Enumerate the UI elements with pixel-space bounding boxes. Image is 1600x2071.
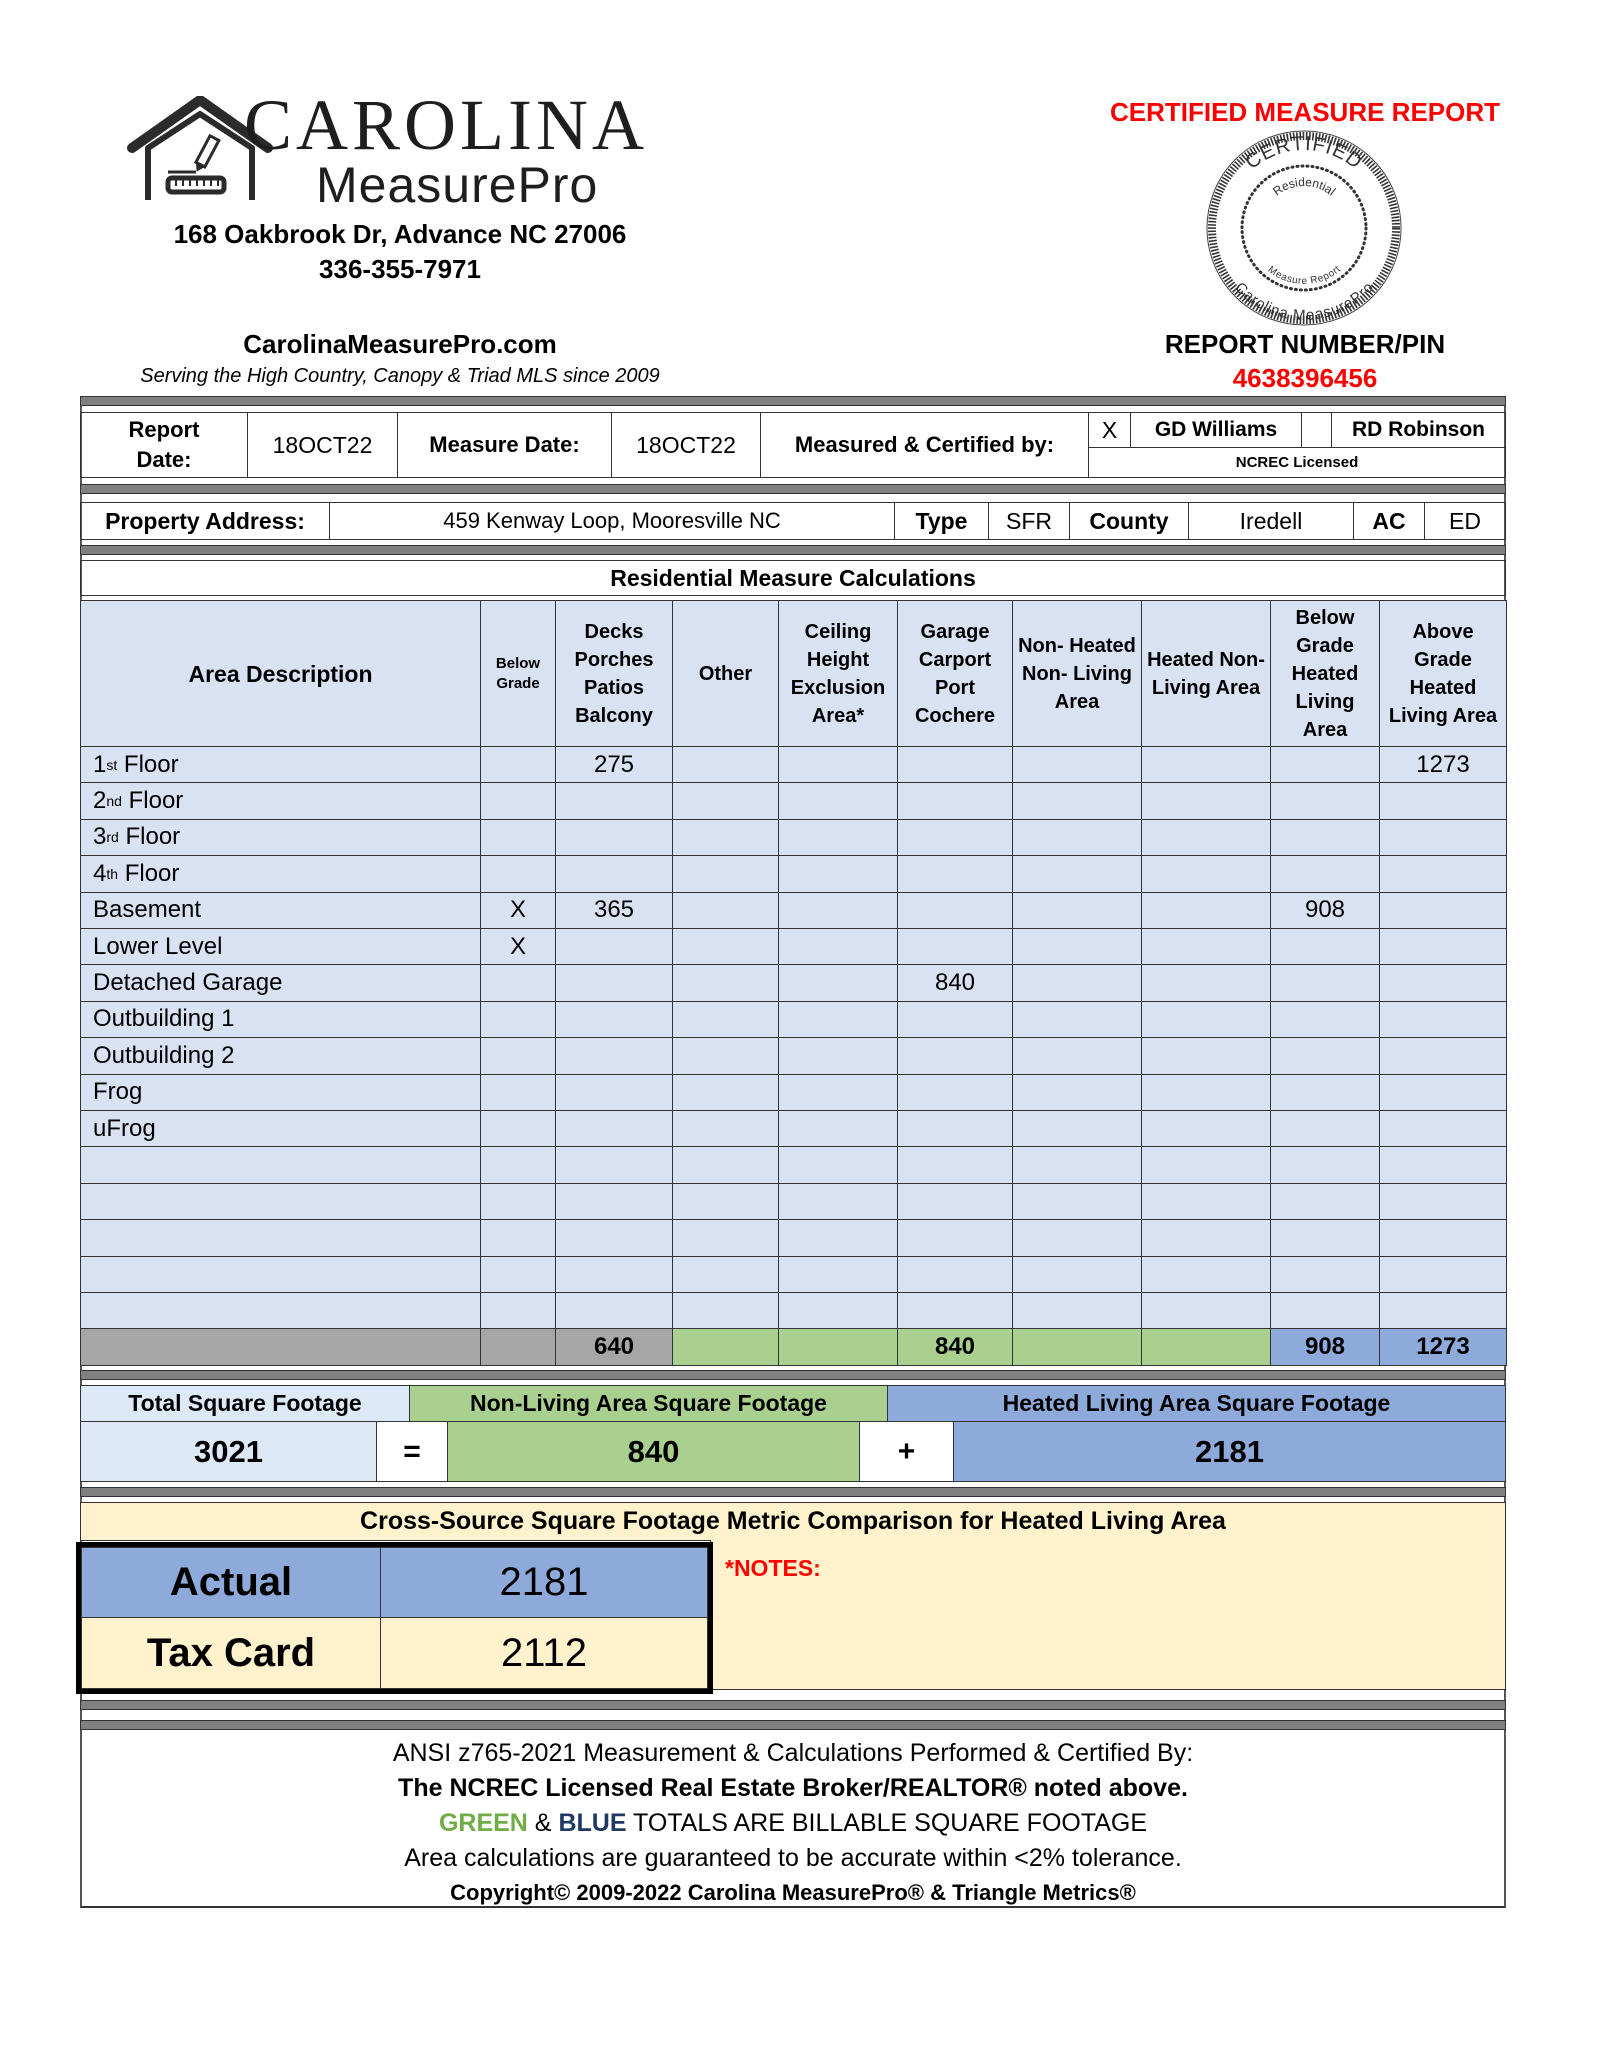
footer-amp: & <box>527 1809 559 1837</box>
total-sqft-label: Total Square Footage <box>80 1385 410 1422</box>
table-cell-heated-nonliving <box>1141 928 1271 965</box>
row-label-suffix: Floor <box>118 823 181 851</box>
taxcard-label: Tax Card <box>81 1617 381 1689</box>
measure-date-value: 18OCT22 <box>611 412 761 478</box>
table-cell-below-grade-heated <box>1270 1292 1380 1329</box>
table-cell-other <box>672 1001 779 1038</box>
table-cell-decks-porches: 275 <box>555 746 673 783</box>
table-row-label: 4 th Floor <box>80 855 481 892</box>
table-cell-other <box>672 855 779 892</box>
table-cell-nonheated-nonliving <box>1012 1292 1142 1329</box>
table-cell-nonheated-nonliving <box>1012 1110 1142 1147</box>
table-cell-nonheated-nonliving <box>1012 746 1142 783</box>
table-cell-decks-porches <box>555 819 673 856</box>
table-cell-above-grade-heated <box>1379 1256 1507 1293</box>
property-ac-value: ED <box>1424 502 1506 540</box>
table-cell-below-grade-heated <box>1270 1256 1380 1293</box>
table-cell-above-grade-heated: 1273 <box>1379 746 1507 783</box>
table-cell-below-grade-heated: 908 <box>1270 892 1380 929</box>
row-label-suffix: Floor <box>121 787 184 815</box>
table-cell-heated-nonliving <box>1141 1074 1271 1111</box>
table-cell-below-grade-heated <box>1270 1183 1380 1220</box>
row-label-text: Basement <box>93 896 202 924</box>
equals-sign: = <box>376 1421 448 1482</box>
table-cell-decks-porches <box>555 1292 673 1329</box>
row-label-text: Lower Level <box>93 932 223 960</box>
table-cell-garage-carport <box>897 782 1013 819</box>
table-cell-garage-carport <box>897 746 1013 783</box>
table-row-label <box>80 1219 481 1256</box>
table-cell-garage-carport <box>897 1256 1013 1293</box>
table-cell-decks-porches <box>555 1146 673 1183</box>
table-cell-nonheated-nonliving <box>1012 1219 1142 1256</box>
footer-billable-line <box>80 1806 1506 1840</box>
table-cell-other <box>672 819 779 856</box>
row-label-text: 2 <box>93 787 107 815</box>
table-cell-garage-carport: 840 <box>897 964 1013 1001</box>
table-cell-heated-nonliving <box>1141 1146 1271 1183</box>
total-cell-heated-nonliving <box>1141 1328 1271 1365</box>
table-cell-garage-carport <box>897 1037 1013 1074</box>
table-cell-ceiling-exclusion <box>778 746 898 783</box>
table-cell-below-grade-heated <box>1270 964 1380 1001</box>
table-row-label <box>80 1183 481 1220</box>
table-cell-decks-porches <box>555 782 673 819</box>
table-row-label <box>80 1001 481 1038</box>
table-cell-nonheated-nonliving <box>1012 1183 1142 1220</box>
actual-value: 2181 <box>380 1547 708 1618</box>
total-sqft-value: 3021 <box>80 1421 377 1482</box>
column-header-above-grade-heated: Above Grade Heated Living Area <box>1379 600 1507 747</box>
footer-broker-line: The NCREC Licensed Real Estate Broker/REALTOR® noted above. <box>398 1774 1188 1802</box>
row-label-text: Frog <box>93 1078 143 1106</box>
report-date-value: 18OCT22 <box>247 412 398 478</box>
table-cell-heated-nonliving <box>1141 819 1271 856</box>
table-row-label <box>80 1074 481 1111</box>
table-cell-ceiling-exclusion <box>778 1037 898 1074</box>
property-address-label: Property Address: <box>80 502 330 540</box>
table-cell-below-grade <box>480 782 556 819</box>
seal-text-residential: Residential <box>1270 174 1339 199</box>
table-cell-heated-nonliving <box>1141 1183 1271 1220</box>
table-cell-nonheated-nonliving <box>1012 964 1142 1001</box>
table-cell-heated-nonliving <box>1141 964 1271 1001</box>
table-cell-above-grade-heated <box>1379 928 1507 965</box>
column-header-decks-porches: Decks Porches Patios Balcony <box>555 600 673 747</box>
table-cell-below-grade-heated <box>1270 1001 1380 1038</box>
table-cell-ceiling-exclusion <box>778 1256 898 1293</box>
table-cell-below-grade-heated <box>1270 1146 1380 1183</box>
table-cell-below-grade <box>480 964 556 1001</box>
certifier-1-name: GD Williams <box>1130 412 1302 448</box>
table-cell-other <box>672 1110 779 1147</box>
table-cell-below-grade <box>480 1037 556 1074</box>
row-label-text: 4 <box>93 859 107 887</box>
table-cell-decks-porches: 365 <box>555 892 673 929</box>
certifier-1-checkbox[interactable]: X <box>1088 412 1131 448</box>
seal-text-company: Carolina MeasurePro <box>1231 279 1378 325</box>
table-cell-decks-porches <box>555 1256 673 1293</box>
table-cell-decks-porches <box>555 1037 673 1074</box>
table-cell-ceiling-exclusion <box>778 1292 898 1329</box>
table-cell-ceiling-exclusion <box>778 892 898 929</box>
footer-copyright: Copyright© 2009-2022 Carolina MeasurePro® & Triangle Metrics® <box>450 1880 1136 1905</box>
table-cell-decks-porches <box>555 1110 673 1147</box>
table-cell-heated-nonliving <box>1141 782 1271 819</box>
table-cell-above-grade-heated <box>1379 782 1507 819</box>
table-cell-nonheated-nonliving <box>1012 819 1142 856</box>
table-cell-ceiling-exclusion <box>778 964 898 1001</box>
table-cell-nonheated-nonliving <box>1012 1256 1142 1293</box>
svg-text:CERTIFIED <box>1241 133 1366 174</box>
table-cell-garage-carport <box>897 1219 1013 1256</box>
calc-table-title: Residential Measure Calculations <box>80 560 1506 596</box>
table-cell-below-grade-heated <box>1270 928 1380 965</box>
column-header-area-description: Area Description <box>80 600 481 747</box>
table-row-label <box>80 1037 481 1074</box>
table-cell-decks-porches <box>555 1074 673 1111</box>
table-cell-ceiling-exclusion <box>778 1110 898 1147</box>
table-cell-nonheated-nonliving <box>1012 928 1142 965</box>
total-cell-below-grade-heated: 908 <box>1270 1328 1380 1365</box>
footer-tolerance-line: Area calculations are guaranteed to be accurate within <2% tolerance. <box>404 1844 1182 1872</box>
heated-sqft-label: Heated Living Area Square Footage <box>887 1385 1506 1422</box>
table-row-label <box>80 892 481 929</box>
table-row-label: 2 nd Floor <box>80 782 481 819</box>
table-cell-other <box>672 782 779 819</box>
table-cell-decks-porches <box>555 1183 673 1220</box>
table-cell-below-grade-heated <box>1270 1037 1380 1074</box>
total-cell-nonheated-nonliving <box>1012 1328 1142 1365</box>
table-cell-garage-carport <box>897 1074 1013 1111</box>
report-number-label: REPORT NUMBER/PIN <box>1164 329 1446 359</box>
table-row-label: 1 st Floor <box>80 746 481 783</box>
table-cell-decks-porches <box>555 928 673 965</box>
property-type-label: Type <box>894 502 989 540</box>
table-cell-other <box>672 746 779 783</box>
table-cell-below-grade-heated <box>1270 819 1380 856</box>
table-cell-other <box>672 928 779 965</box>
table-cell-garage-carport <box>897 1183 1013 1220</box>
property-address-value: 459 Kenway Loop, Mooresville NC <box>329 502 895 540</box>
footer-blue-word: BLUE <box>558 1809 627 1837</box>
table-cell-nonheated-nonliving <box>1012 782 1142 819</box>
report-number: 4638396456 <box>1232 363 1378 393</box>
certifier-2-checkbox[interactable] <box>1301 412 1332 448</box>
table-cell-above-grade-heated <box>1379 1219 1507 1256</box>
table-row-label <box>80 1146 481 1183</box>
table-cell-heated-nonliving <box>1141 1037 1271 1074</box>
table-cell-other <box>672 1292 779 1329</box>
total-cell-other <box>672 1328 779 1365</box>
table-cell-ceiling-exclusion <box>778 819 898 856</box>
table-cell-nonheated-nonliving <box>1012 1001 1142 1038</box>
row-label-text: uFrog <box>93 1114 156 1142</box>
certified-seal-icon <box>1196 130 1412 326</box>
row-label-text: 1 <box>93 750 107 778</box>
table-cell-below-grade <box>480 819 556 856</box>
table-cell-below-grade <box>480 1146 556 1183</box>
table-cell-ceiling-exclusion <box>778 782 898 819</box>
property-type-value: SFR <box>988 502 1070 540</box>
certified-by-label: Measured & Certified by: <box>760 412 1089 478</box>
table-cell-ceiling-exclusion <box>778 1001 898 1038</box>
table-cell-below-grade-heated <box>1270 1074 1380 1111</box>
column-header-below-grade-heated: Below Grade Heated Living Area <box>1270 600 1380 747</box>
heated-sqft-value: 2181 <box>953 1421 1506 1482</box>
property-ac-label: AC <box>1353 502 1425 540</box>
table-cell-other <box>672 892 779 929</box>
footer-green-word: GREEN <box>438 1809 528 1837</box>
table-cell-decks-porches <box>555 855 673 892</box>
table-row-label <box>80 1292 481 1329</box>
table-cell-below-grade <box>480 1001 556 1038</box>
table-cell-below-grade-heated <box>1270 1219 1380 1256</box>
table-cell-above-grade-heated <box>1379 1110 1507 1147</box>
comparison-box <box>76 1542 713 1694</box>
table-cell-above-grade-heated <box>1379 1146 1507 1183</box>
table-cell-garage-carport <box>897 892 1013 929</box>
notes-area[interactable] <box>710 1540 1506 1690</box>
table-cell-above-grade-heated <box>1379 892 1507 929</box>
table-cell-nonheated-nonliving <box>1012 892 1142 929</box>
comparison-title: Cross-Source Square Footage Metric Comparison for Heated Living Area <box>80 1502 1506 1541</box>
table-cell-nonheated-nonliving <box>1012 855 1142 892</box>
row-label-text: Detached Garage <box>93 969 283 997</box>
row-label-suffix: Floor <box>118 859 180 887</box>
footer-billable-text: TOTALS ARE BILLABLE SQUARE FOOTAGE <box>626 1809 1148 1837</box>
table-cell-heated-nonliving <box>1141 1001 1271 1038</box>
table-cell-other <box>672 1074 779 1111</box>
table-cell-other <box>672 1037 779 1074</box>
company-tagline: Serving the High Country, Canopy & Triad MLS since 2009 <box>140 365 660 387</box>
table-cell-below-grade: X <box>480 892 556 929</box>
total-cell-decks-porches: 640 <box>555 1328 673 1365</box>
table-cell-garage-carport <box>897 1001 1013 1038</box>
table-row-label <box>80 1110 481 1147</box>
report-date-label <box>80 412 248 478</box>
column-header-ceiling-exclusion: Ceiling Height Exclusion Area* <box>778 600 898 747</box>
table-row-label <box>80 964 481 1001</box>
divider-bar <box>80 1487 1506 1497</box>
table-cell-below-grade <box>480 1110 556 1147</box>
column-header-nonheated-nonliving: Non- Heated Non- Living Area <box>1012 600 1142 747</box>
actual-label: Actual <box>81 1547 381 1618</box>
property-county-label: County <box>1069 502 1189 540</box>
total-cell-area-description <box>80 1328 481 1365</box>
report-date-label-2: Date: <box>136 447 192 472</box>
property-county-value: Iredell <box>1188 502 1354 540</box>
table-cell-nonheated-nonliving <box>1012 1146 1142 1183</box>
row-label-text: 3 <box>93 823 107 851</box>
table-cell-ceiling-exclusion <box>778 1183 898 1220</box>
column-header-other: Other <box>672 600 779 747</box>
company-website: CarolinaMeasurePro.com <box>243 329 557 359</box>
measure-date-label: Measure Date: <box>397 412 612 478</box>
table-cell-below-grade <box>480 746 556 783</box>
table-cell-heated-nonliving <box>1141 1256 1271 1293</box>
company-logo <box>126 85 666 213</box>
table-cell-garage-carport <box>897 1146 1013 1183</box>
total-cell-above-grade-heated: 1273 <box>1379 1328 1507 1365</box>
table-cell-above-grade-heated <box>1379 855 1507 892</box>
total-cell-ceiling-exclusion <box>778 1328 898 1365</box>
table-cell-other <box>672 1146 779 1183</box>
table-row-label: 3 rd Floor <box>80 819 481 856</box>
svg-text:Residential <box>1270 175 1338 199</box>
table-cell-other <box>672 964 779 1001</box>
table-cell-above-grade-heated <box>1379 819 1507 856</box>
total-cell-below-grade <box>480 1328 556 1365</box>
table-cell-nonheated-nonliving <box>1012 1037 1142 1074</box>
footer-ansi-line: ANSI z765-2021 Measurement & Calculations Performed & Certified By: <box>392 1739 1194 1767</box>
notes-label: *NOTES: <box>725 1555 821 1581</box>
table-cell-above-grade-heated <box>1379 1037 1507 1074</box>
divider-bar <box>80 1370 1506 1380</box>
divider-bar <box>80 545 1506 555</box>
table-cell-heated-nonliving <box>1141 855 1271 892</box>
table-cell-above-grade-heated <box>1379 1183 1507 1220</box>
table-cell-other <box>672 1219 779 1256</box>
column-header-garage-carport: Garage Carport Port Cochere <box>897 600 1013 747</box>
table-cell-ceiling-exclusion <box>778 1074 898 1111</box>
row-label-text: Outbuilding 1 <box>93 1005 235 1033</box>
seal-text-measure-report: Measure Report <box>1265 264 1343 288</box>
table-cell-other <box>672 1183 779 1220</box>
table-cell-garage-carport <box>897 819 1013 856</box>
table-cell-heated-nonliving <box>1141 1219 1271 1256</box>
plus-sign: + <box>859 1421 954 1482</box>
total-cell-garage-carport: 840 <box>897 1328 1013 1365</box>
table-cell-decks-porches <box>555 964 673 1001</box>
report-title: CERTIFIED MEASURE REPORT <box>1109 97 1501 127</box>
table-cell-below-grade-heated <box>1270 746 1380 783</box>
table-cell-below-grade <box>480 1292 556 1329</box>
table-cell-garage-carport <box>897 928 1013 965</box>
row-label-suffix: Floor <box>117 750 179 778</box>
row-label-text: Outbuilding 2 <box>93 1041 235 1069</box>
table-cell-below-grade <box>480 855 556 892</box>
table-cell-ceiling-exclusion <box>778 1219 898 1256</box>
table-cell-below-grade-heated <box>1270 1110 1380 1147</box>
table-row-label <box>80 1256 481 1293</box>
nonliving-sqft-label: Non-Living Area Square Footage <box>409 1385 888 1422</box>
taxcard-value: 2112 <box>380 1617 708 1689</box>
table-cell-ceiling-exclusion <box>778 928 898 965</box>
table-cell-heated-nonliving <box>1141 1292 1271 1329</box>
license-note: NCREC Licensed <box>1088 447 1506 478</box>
certifier-2-name: RD Robinson <box>1331 412 1506 448</box>
report-date-label-1: Report <box>128 417 200 442</box>
table-cell-ceiling-exclusion <box>778 855 898 892</box>
table-cell-below-grade: X <box>480 928 556 965</box>
company-phone: 336-355-7971 <box>319 254 481 284</box>
table-cell-other <box>672 1256 779 1293</box>
table-cell-above-grade-heated <box>1379 1292 1507 1329</box>
table-cell-decks-porches <box>555 1001 673 1038</box>
table-row-label <box>80 928 481 965</box>
logo-name-line2: MeasurePro <box>316 157 599 213</box>
table-cell-nonheated-nonliving <box>1012 1074 1142 1111</box>
table-cell-below-grade <box>480 1183 556 1220</box>
table-cell-garage-carport <box>897 1292 1013 1329</box>
table-cell-ceiling-exclusion <box>778 1146 898 1183</box>
table-cell-garage-carport <box>897 855 1013 892</box>
table-cell-heated-nonliving <box>1141 1110 1271 1147</box>
column-header-below-grade: Below Grade <box>480 600 556 747</box>
table-cell-above-grade-heated <box>1379 964 1507 1001</box>
table-cell-heated-nonliving <box>1141 892 1271 929</box>
table-cell-below-grade <box>480 1256 556 1293</box>
table-cell-below-grade <box>480 1074 556 1111</box>
divider-bar <box>80 1720 1506 1730</box>
divider-bar <box>80 1700 1506 1710</box>
company-address: 168 Oakbrook Dr, Advance NC 27006 <box>173 219 627 249</box>
logo-name-line1: CAROLINA <box>244 85 648 165</box>
table-cell-heated-nonliving <box>1141 746 1271 783</box>
table-cell-below-grade <box>480 1219 556 1256</box>
nonliving-sqft-value: 840 <box>447 1421 860 1482</box>
divider-bar <box>80 484 1506 494</box>
table-cell-below-grade-heated <box>1270 855 1380 892</box>
column-header-heated-nonliving: Heated Non- Living Area <box>1141 600 1271 747</box>
table-cell-garage-carport <box>897 1110 1013 1147</box>
seal-text-certified: CERTIFIED <box>1241 132 1367 174</box>
divider-bar <box>80 396 1506 406</box>
table-cell-below-grade-heated <box>1270 782 1380 819</box>
table-cell-above-grade-heated <box>1379 1074 1507 1111</box>
table-cell-decks-porches <box>555 1219 673 1256</box>
table-cell-above-grade-heated <box>1379 1001 1507 1038</box>
